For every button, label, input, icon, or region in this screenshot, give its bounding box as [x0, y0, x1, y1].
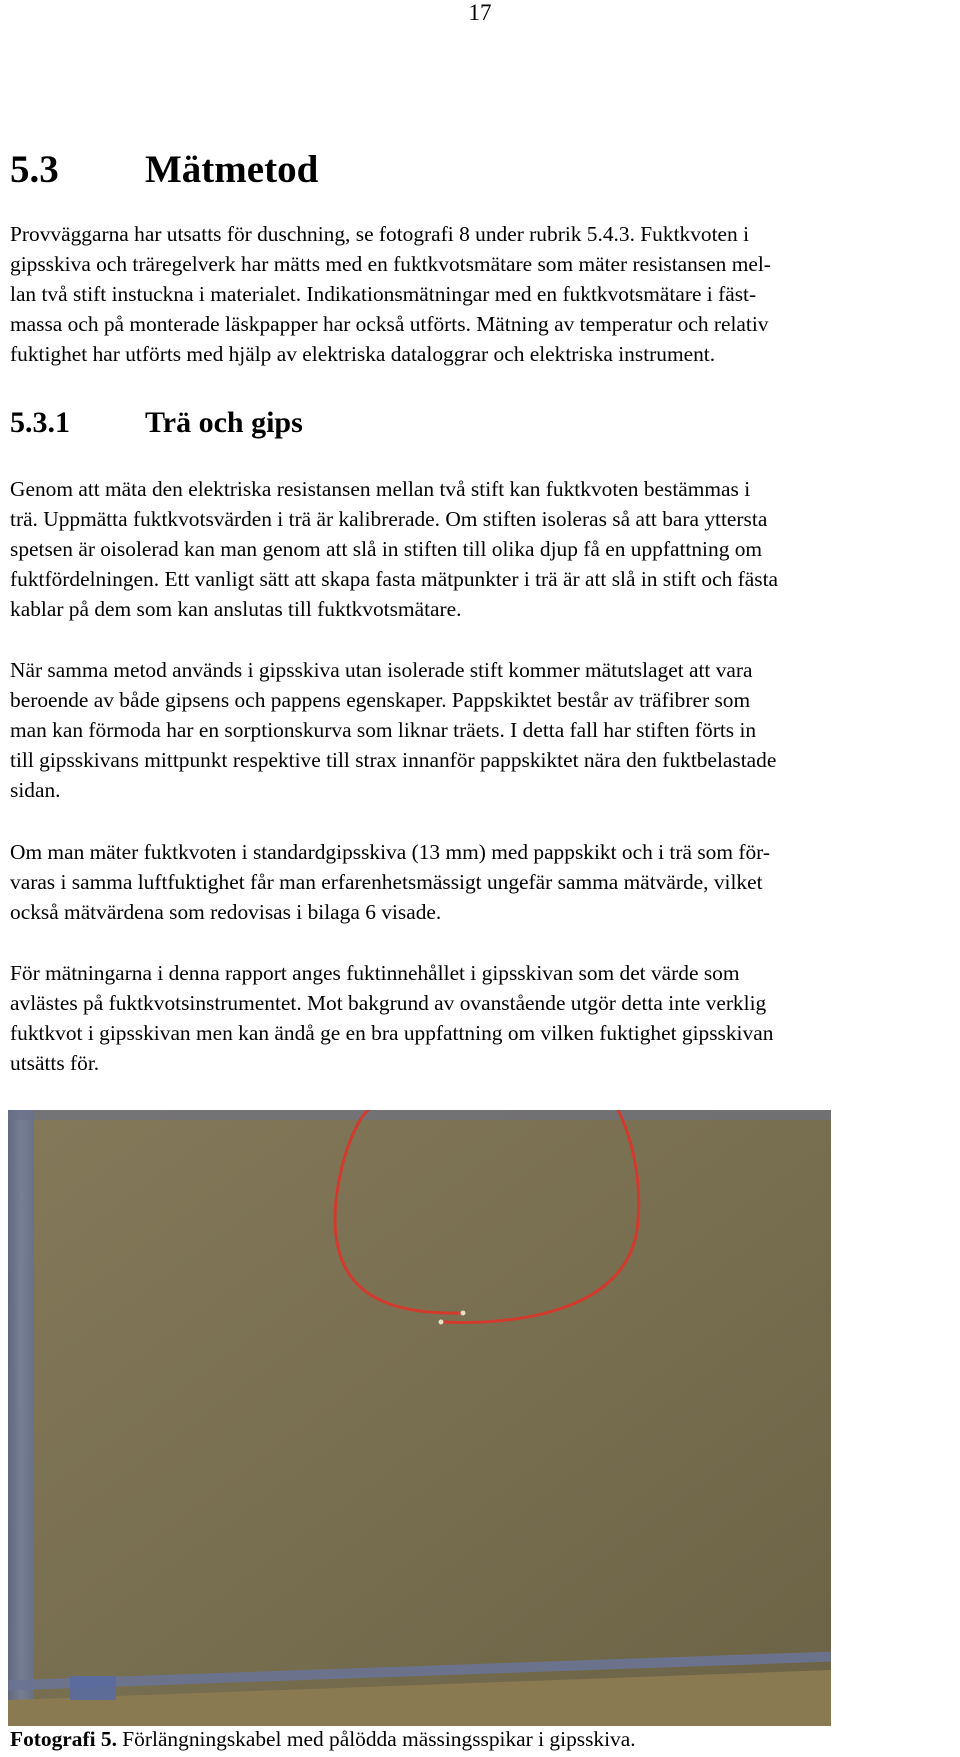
paragraph-line: När samma metod används i gipsskiva utan isolerade stift kommer mätutslaget att vara — [10, 658, 753, 682]
board-edge-tape-top — [8, 1110, 831, 1120]
section-heading — [10, 148, 318, 192]
figure-caption-text: Förlängningskabel med pålödda mässingsspikar i gipsskiva. — [122, 1727, 636, 1751]
paragraph-line: också mätvärdena som redovisas i bilaga 6 visade. — [10, 900, 442, 924]
brass-nail — [439, 1320, 444, 1325]
body-paragraph — [10, 655, 950, 805]
body-paragraph — [10, 474, 950, 624]
paragraph-line: fuktkvot i gipsskivan men kan ändå ge en bra uppfattning om vilken fuktighet gipsskivan — [10, 1021, 774, 1045]
paragraph-line: fuktighet har utförts med hjälp av elektriska dataloggrar och elektriska instrument. — [10, 342, 716, 366]
paragraph-line: fuktfördelningen. Ett vanligt sätt att skapa fasta mätpunkter i trä är att slå in stift och fästa — [10, 567, 779, 591]
section-paragraph — [10, 219, 950, 369]
paragraph-line: kablar på dem som kan anslutas till fuktkvotsmätare. — [10, 597, 462, 621]
page-number: 17 — [468, 0, 492, 25]
gypsum-board — [8, 1110, 831, 1726]
paragraph-line: Om man mäter fuktkvoten i standardgipsskiva (13 mm) med pappskikt och i trä som för- — [10, 840, 770, 864]
subsection-heading — [10, 406, 303, 440]
paragraph-line: avlästes på fuktkvotsinstrumentet. Mot bakgrund av ovanstående utgör detta inte verklig — [10, 991, 767, 1015]
figure-label: Fotografi 5. — [10, 1727, 117, 1751]
paragraph-line: varas i samma luftfuktighet får man erfarenhetsmässigt ungefär samma mätvärde, vilket — [10, 870, 763, 894]
photo-illustration — [8, 1110, 831, 1726]
paragraph-line: trä. Uppmätta fuktkvotsvärden i trä är kalibrerade. Om stiften isoleras så att bara yttersta — [10, 507, 768, 531]
paragraph-line: man kan förmoda har en sorptionskurva som liknar träets. I detta fall har stiften förts in — [10, 718, 757, 742]
section-number: 5.3 — [10, 148, 59, 191]
brass-nail — [461, 1311, 466, 1316]
paragraph-line: gipsskiva och träregelverk har mätts med en fuktkvotsmätare som mäter resistansen mel- — [10, 252, 771, 276]
paragraph-line: beroende av både gipsens och pappens egenskaper. Pappskiktet består av träfibrer som — [10, 688, 751, 712]
paragraph-line: massa och på monterade läskpapper har också utförts. Mätning av temperatur och relativ — [10, 312, 769, 336]
subsection-title: Trä och gips — [145, 406, 303, 439]
section-title: Mätmetod — [145, 148, 319, 191]
paragraph-line: lan två stift instuckna i materialet. Indikationsmätningar med en fuktkvotsmätare i fäst- — [10, 282, 757, 306]
paragraph-line: Genom att mäta den elektriska resistansen mellan två stift kan fuktkvoten bestämmas i — [10, 477, 751, 501]
paragraph-line: sidan. — [10, 778, 61, 802]
paragraph-line: till gipsskivans mittpunkt respektive till strax innanför pappskiktet nära den fuktbelastade — [10, 748, 777, 772]
paragraph-line: spetsen är oisolerad kan man genom att slå in stiften till olika djup få en uppfattning om — [10, 537, 763, 561]
paragraph-line: För mätningarna i denna rapport anges fuktinnehållet i gipsskivan som det värde som — [10, 961, 740, 985]
paragraph-line: Provväggarna har utsatts för duschning, se fotografi 8 under rubrik 5.4.3. Fuktkvoten i — [10, 222, 750, 246]
paragraph-line: utsätts för. — [10, 1051, 100, 1075]
figure-caption — [10, 1724, 636, 1754]
subsection-number: 5.3.1 — [10, 406, 70, 439]
body-paragraph — [10, 958, 950, 1078]
body-paragraph — [10, 837, 950, 927]
board-edge-tape-left — [8, 1110, 34, 1726]
photograph — [8, 1110, 831, 1726]
tape-corner — [70, 1676, 116, 1700]
